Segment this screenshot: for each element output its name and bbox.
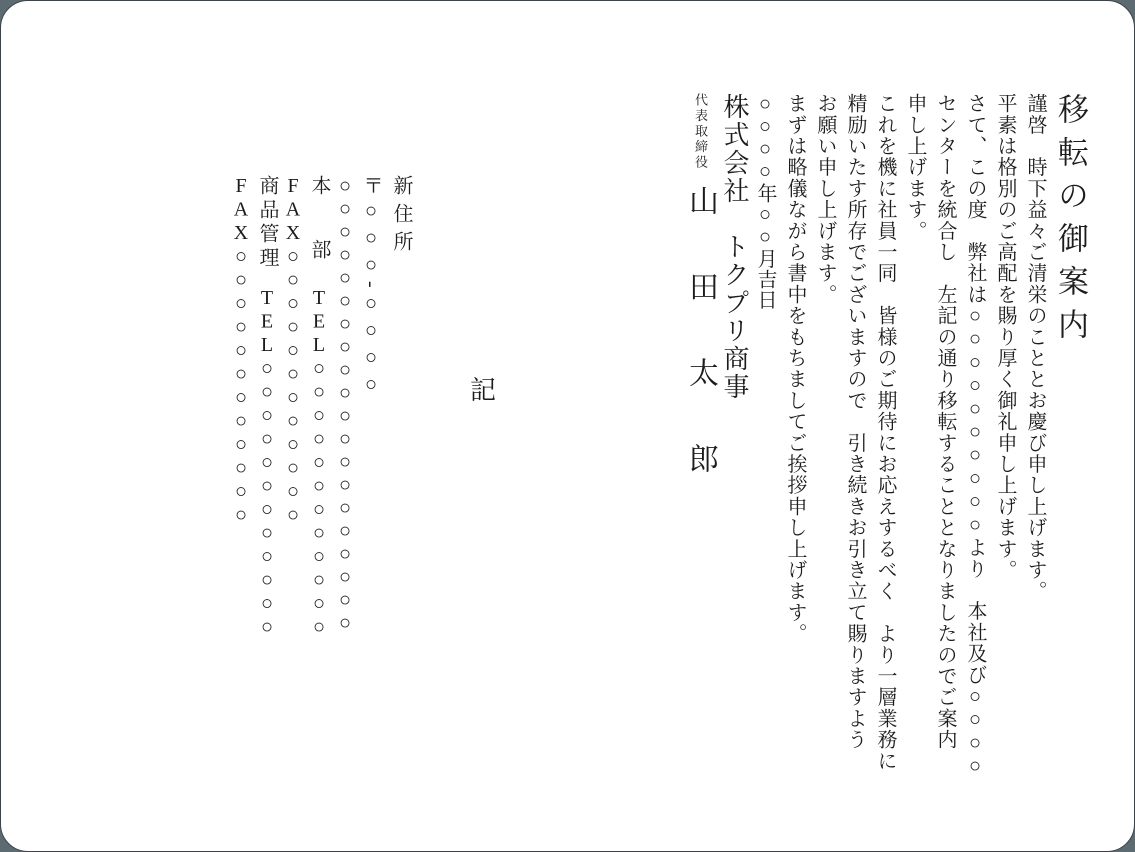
contact-honbu-fax: [280, 175, 306, 795]
contact-label-honbu: 本 部: [308, 175, 330, 271]
new-address-section: [228, 175, 418, 795]
contact-label-shohinkanri: 商品管理: [256, 175, 278, 271]
body-line: さて、この度 弊社は○○○○○○○○○○より 本社及び○○○○: [964, 93, 986, 779]
fax-number: FAX○○○○○○○○○○○○: [282, 175, 304, 528]
body-line: 平素は格別のご高配を賜り厚く御礼申し上げます。: [994, 93, 1016, 581]
contact-honbu-tel: [306, 175, 332, 795]
address-line: ○○○○○○○○○○○○○○○○○○○○: [334, 175, 356, 635]
ki-heading: 記: [469, 376, 496, 405]
letter-body: [682, 93, 1090, 838]
signer: [682, 93, 718, 838]
fax-number: FAX○○○○○○○○○○○○: [230, 175, 252, 528]
company-name: 株式会社 トクプリ商事: [720, 93, 749, 401]
body-line: お願い申し上げます。: [814, 93, 836, 305]
signer-name: 山 田 太 郎: [684, 184, 717, 486]
body-line: 精励いたす所存でございますので 引き続きお引き立て賜りますよう: [844, 93, 866, 751]
tel-number: TEL○○○○○○○○○○○○: [308, 287, 330, 640]
page-title: 移転の御案内: [1053, 93, 1088, 351]
postal-code: 〒○○○-○○○○: [360, 175, 382, 401]
body-line-greeting: 謹啓 時下益々ご清栄のこととお慶び申し上げます。: [1024, 93, 1046, 602]
contact-shohinkanri-tel: [254, 175, 280, 795]
tel-number: TEL○○○○○○○○○○○○: [256, 287, 278, 640]
body-line: 申し上げます。: [904, 93, 926, 242]
date-line: ○○○○年○○月吉日: [754, 93, 776, 310]
signer-title: 代表取締役: [693, 93, 708, 171]
body-line-closing: まずは略儀ながら書中をもちましてご挨拶申し上げます。: [784, 93, 806, 645]
new-address-label: 新住所: [390, 175, 412, 259]
body-line: これを機に社員一同 皆様のご期待にお応えするべく より一層業務に: [874, 93, 896, 772]
body-line: センターを統合し 左記の通り移転することとなりましたのでご案内: [934, 93, 956, 751]
contact-shohinkanri-fax: [228, 175, 254, 795]
